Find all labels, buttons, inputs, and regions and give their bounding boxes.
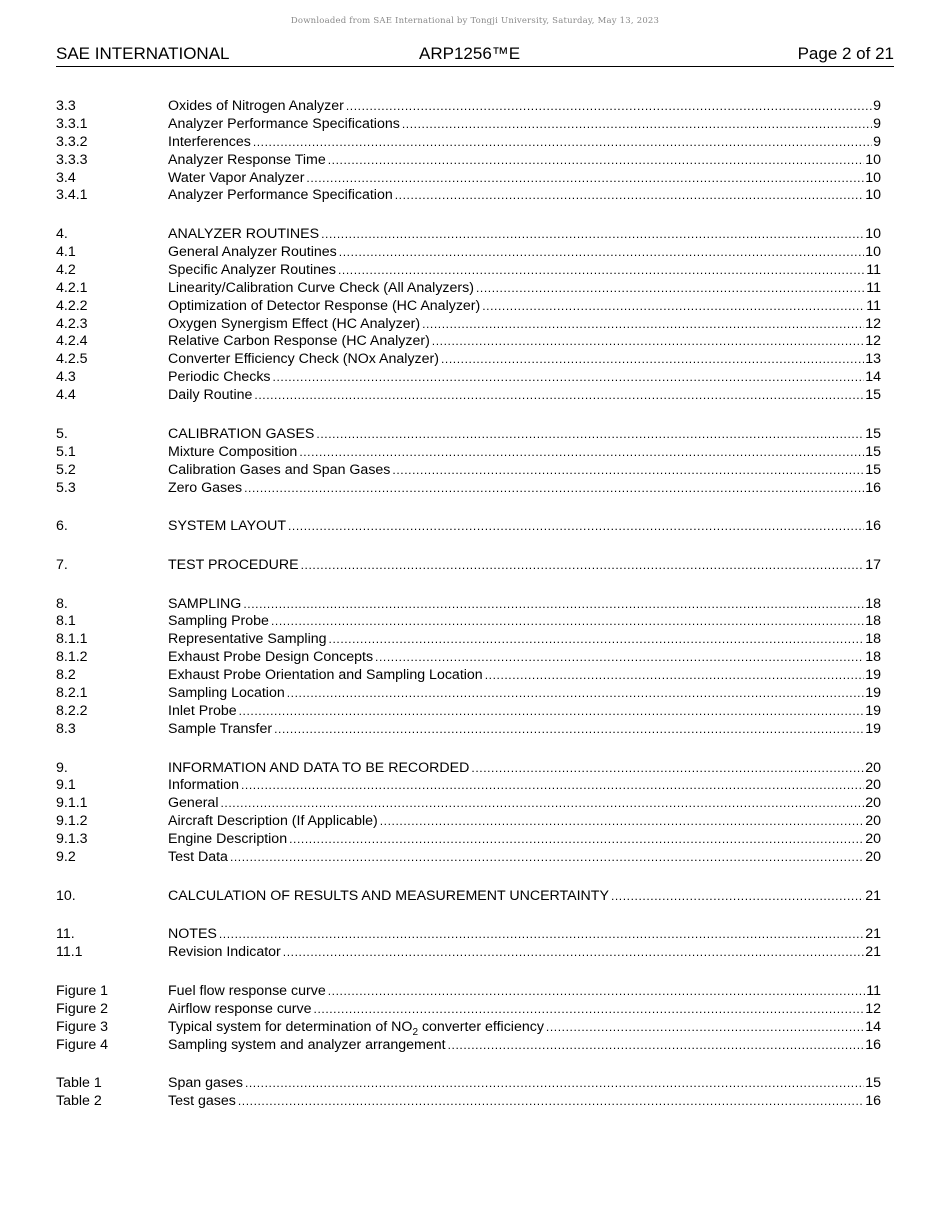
toc-dot-leader xyxy=(273,369,865,387)
toc-entry-page: 14 xyxy=(865,1018,881,1035)
toc-entry-number: 8.2 xyxy=(56,667,76,684)
toc-dot-leader xyxy=(299,444,864,462)
toc-entry-number: 3.3 xyxy=(56,98,76,114)
toc-dot-leader xyxy=(422,316,864,334)
toc-dot-leader xyxy=(301,557,865,575)
toc-entry-page: 11 xyxy=(866,982,881,999)
toc-entry-title: Calibration Gases and Span Gases xyxy=(168,461,391,478)
toc-entry[interactable] xyxy=(56,849,881,867)
toc-entry-title: Aircraft Description (If Applicable) xyxy=(168,813,378,830)
toc-entry-page: 15 xyxy=(865,1075,881,1092)
toc-entry-number: 3.4.1 xyxy=(56,187,88,204)
toc-entry[interactable] xyxy=(56,351,881,369)
toc-entry[interactable] xyxy=(56,777,881,795)
toc-dot-leader xyxy=(219,926,864,944)
toc-entry-number: 9.2 xyxy=(56,848,76,865)
toc-entry[interactable] xyxy=(56,795,881,813)
toc-entry-page: 11 xyxy=(866,297,881,314)
toc-entry-number: 5.2 xyxy=(56,461,76,478)
toc-entry-title: Engine Description xyxy=(168,831,288,848)
toc-entry-number: 5. xyxy=(56,425,68,442)
toc-dot-leader xyxy=(321,226,864,244)
toc-entry-page: 20 xyxy=(865,813,881,830)
toc-entry-page: 18 xyxy=(865,595,881,612)
toc-entry-number: 9.1.3 xyxy=(56,831,88,848)
toc-dot-leader xyxy=(395,187,864,205)
toc-entry[interactable] xyxy=(56,831,881,849)
toc-entry-number: Table 1 xyxy=(56,1075,102,1092)
toc-entry-number: 7. xyxy=(56,556,68,573)
toc-section xyxy=(56,926,881,962)
toc-dot-leader xyxy=(402,116,872,134)
toc-entry-number: 4.2.4 xyxy=(56,333,88,350)
toc-entry-title: Converter Efficiency Check (NOx Analyzer) xyxy=(168,351,439,368)
toc-entry-number: Figure 4 xyxy=(56,1036,109,1053)
toc-entry[interactable] xyxy=(56,98,881,116)
toc-entry[interactable] xyxy=(56,944,881,962)
toc-entry[interactable] xyxy=(56,667,881,685)
page-header xyxy=(56,44,894,67)
toc-entry-number: 10. xyxy=(56,887,76,904)
toc-section xyxy=(56,983,881,1055)
header-org: SAE INTERNATIONAL xyxy=(56,44,230,63)
toc-dot-leader xyxy=(271,613,864,631)
toc-entry-number: Figure 3 xyxy=(56,1018,109,1035)
toc-entry-page: 16 xyxy=(865,1093,881,1110)
toc-section xyxy=(56,596,881,739)
toc-entry[interactable] xyxy=(56,613,881,631)
toc-section xyxy=(56,557,881,575)
toc-entry-title-text: converter efficiency xyxy=(418,1018,544,1035)
toc-entry[interactable] xyxy=(56,187,881,205)
toc-entry-title-subscript: 2 xyxy=(412,1026,418,1037)
toc-entry-title: NOTES xyxy=(168,926,217,943)
toc-dot-leader xyxy=(289,831,864,849)
toc-entry-title: Analyzer Response Time xyxy=(168,151,326,168)
toc-entry-number: 3.3.2 xyxy=(56,133,88,150)
toc-entry-title: Analyzer Performance Specification xyxy=(168,187,393,204)
toc-entry-number: 11. xyxy=(56,926,75,943)
toc-dot-leader xyxy=(338,262,865,280)
toc-dot-leader xyxy=(482,298,865,316)
toc-entry[interactable] xyxy=(56,152,881,170)
toc-entry-number: 9.1.1 xyxy=(56,795,88,812)
toc-dot-leader xyxy=(238,1093,864,1111)
toc-entry-page: 12 xyxy=(865,315,881,332)
toc-dot-leader xyxy=(287,685,864,703)
toc-entry-title: Test Data xyxy=(168,848,228,865)
toc-entry-title: Sampling Probe xyxy=(168,613,269,630)
toc-entry-number: 8.3 xyxy=(56,720,76,737)
toc-entry-title: Sample Transfer xyxy=(168,720,273,737)
toc-entry-number: 8.1.2 xyxy=(56,649,88,666)
toc-entry-page: 10 xyxy=(865,244,881,261)
toc-entry-title: Analyzer Performance Specifications xyxy=(168,115,400,132)
toc-entry-number: 3.3.3 xyxy=(56,151,88,168)
toc-entry-page: 16 xyxy=(865,518,881,535)
toc-entry-title: Test gases xyxy=(168,1093,236,1110)
toc-entry-title: Relative Carbon Response (HC Analyzer) xyxy=(168,333,430,350)
toc-entry[interactable] xyxy=(56,760,881,778)
toc-entry-page: 16 xyxy=(865,1036,881,1053)
toc-dot-leader xyxy=(243,596,864,614)
toc-dot-leader xyxy=(254,387,864,405)
toc-entry[interactable] xyxy=(56,888,881,906)
toc-dot-leader xyxy=(448,1037,865,1055)
toc-entry-page: 20 xyxy=(865,777,881,794)
toc-entry-page: 21 xyxy=(865,926,881,943)
toc-entry-page: 16 xyxy=(865,479,881,496)
toc-entry[interactable] xyxy=(56,170,881,188)
toc-entry-page: 12 xyxy=(865,1000,881,1017)
toc-entry-page: 19 xyxy=(865,720,881,737)
toc-entry-title: Zero Gases xyxy=(168,479,243,496)
toc-entry-page: 21 xyxy=(865,944,881,961)
toc-entry[interactable] xyxy=(56,226,881,244)
toc-entry-number: 8.2.1 xyxy=(56,685,88,702)
toc-entry[interactable] xyxy=(56,649,881,667)
toc-entry-page: 10 xyxy=(865,187,881,204)
toc-dot-leader xyxy=(288,518,864,536)
toc-dot-leader xyxy=(546,1019,864,1037)
toc-entry-title: Water Vapor Analyzer xyxy=(168,169,305,186)
toc-entry-page: 19 xyxy=(865,667,881,684)
toc-entry[interactable] xyxy=(56,1001,881,1019)
toc-entry-page: 20 xyxy=(865,759,881,776)
toc-entry[interactable] xyxy=(56,813,881,831)
toc-entry-number: 4.2 xyxy=(56,261,76,278)
toc-section xyxy=(56,760,881,867)
toc-entry-title: CALCULATION OF RESULTS AND MEASUREMENT UNCERTAINTY xyxy=(168,887,609,904)
toc-entry[interactable] xyxy=(56,983,881,1001)
toc-entry[interactable] xyxy=(56,1093,881,1111)
toc-entry-page: 11 xyxy=(866,261,881,278)
download-watermark: Downloaded from SAE International by Tongji University, Saturday, May 13, 2023 xyxy=(290,16,660,26)
toc-dot-leader xyxy=(375,649,864,667)
toc-entry-title xyxy=(168,1019,544,1037)
toc-entry-number: 4.4 xyxy=(56,387,76,404)
toc-entry[interactable] xyxy=(56,596,881,614)
toc-dot-leader xyxy=(241,777,864,795)
toc-entry-page: 13 xyxy=(865,351,881,368)
toc-entry-title: Span gases xyxy=(168,1075,243,1092)
toc-entry-title: Sampling system and analyzer arrangement xyxy=(168,1036,446,1053)
toc-entry-page: 15 xyxy=(865,461,881,478)
toc-entry-number: 8.2.2 xyxy=(56,702,88,719)
toc-entry[interactable] xyxy=(56,480,881,498)
toc-entry[interactable] xyxy=(56,134,881,152)
toc-entry[interactable] xyxy=(56,1075,881,1093)
toc-dot-leader xyxy=(432,333,864,351)
toc-entry-title: SAMPLING xyxy=(168,595,242,612)
toc-entry[interactable] xyxy=(56,262,881,280)
toc-entry-page: 10 xyxy=(865,226,881,243)
toc-entry-title: Specific Analyzer Routines xyxy=(168,261,336,278)
toc-entry-page: 17 xyxy=(865,556,881,573)
toc-entry-page: 20 xyxy=(865,831,881,848)
toc-entry-title: Oxides of Nitrogen Analyzer xyxy=(168,98,344,114)
toc-entry[interactable] xyxy=(56,557,881,575)
toc-entry[interactable] xyxy=(56,369,881,387)
toc-entry-title: Inlet Probe xyxy=(168,702,237,719)
toc-entry[interactable] xyxy=(56,333,881,351)
toc-entry-title: Sampling Location xyxy=(168,685,285,702)
toc-dot-leader xyxy=(230,849,864,867)
toc-entry-page: 18 xyxy=(865,631,881,648)
toc-entry-title: Oxygen Synergism Effect (HC Analyzer) xyxy=(168,315,421,332)
toc-entry[interactable] xyxy=(56,926,881,944)
toc-entry-number: 5.3 xyxy=(56,479,76,496)
toc-section xyxy=(56,888,881,906)
toc-entry-page: 18 xyxy=(865,649,881,666)
toc-section xyxy=(56,1075,881,1111)
toc-entry-number: 4. xyxy=(56,226,68,243)
toc-entry-number: 3.4 xyxy=(56,169,76,186)
toc-entry[interactable] xyxy=(56,685,881,703)
toc-section xyxy=(56,226,881,405)
toc-entry-page: 15 xyxy=(865,443,881,460)
toc-dot-leader xyxy=(485,667,865,685)
toc-entry[interactable] xyxy=(56,631,881,649)
toc-entry[interactable] xyxy=(56,444,881,462)
toc-entry-number: Figure 1 xyxy=(56,982,109,999)
toc-entry-number: 9. xyxy=(56,759,68,776)
toc-entry[interactable] xyxy=(56,1037,881,1055)
toc-entry-title: Information xyxy=(168,777,239,794)
toc-dot-leader xyxy=(239,703,865,721)
table-of-contents xyxy=(56,98,881,1132)
toc-entry-title: Linearity/Calibration Curve Check (All Analyzers) xyxy=(168,279,474,296)
toc-entry-page: 15 xyxy=(865,425,881,442)
toc-dot-leader xyxy=(245,1075,864,1093)
toc-dot-leader xyxy=(328,983,866,1001)
toc-entry-number: 8.1 xyxy=(56,613,76,630)
toc-entry-title: SYSTEM LAYOUT xyxy=(168,518,286,535)
toc-dot-leader xyxy=(253,134,872,152)
toc-entry-title: Interferences xyxy=(168,133,251,150)
toc-entry-number: 11.1 xyxy=(56,944,83,961)
header-doc-number: ARP1256™E xyxy=(419,44,521,63)
toc-entry[interactable] xyxy=(56,387,881,405)
toc-entry-page: 10 xyxy=(865,169,881,186)
toc-entry-page: 19 xyxy=(865,685,881,702)
header-page-number: Page 2 of 21 xyxy=(797,44,894,63)
toc-dot-leader xyxy=(392,462,864,480)
toc-entry-page: 18 xyxy=(865,613,881,630)
toc-dot-leader xyxy=(380,813,864,831)
toc-entry-page: 20 xyxy=(865,848,881,865)
toc-entry-title: General xyxy=(168,795,219,812)
toc-dot-leader xyxy=(329,631,865,649)
toc-entry-page: 9 xyxy=(873,133,881,150)
toc-entry-title: TEST PROCEDURE xyxy=(168,556,299,573)
toc-entry-page: 15 xyxy=(865,387,881,404)
toc-entry-page: 14 xyxy=(865,369,881,386)
toc-entry-title-text: Typical system for determination of NO xyxy=(168,1018,413,1035)
toc-entry[interactable] xyxy=(56,518,881,536)
toc-entry[interactable] xyxy=(56,462,881,480)
toc-dot-leader xyxy=(283,944,864,962)
toc-entry-number: 9.1.2 xyxy=(56,813,88,830)
toc-entry-title: Exhaust Probe Design Concepts xyxy=(168,649,374,666)
toc-entry-title: Revision Indicator xyxy=(168,944,281,961)
toc-entry[interactable] xyxy=(56,116,881,134)
toc-entry[interactable] xyxy=(56,316,881,334)
toc-dot-leader xyxy=(328,152,865,170)
toc-dot-leader xyxy=(274,721,864,739)
toc-dot-leader xyxy=(611,888,864,906)
toc-entry-number: 4.1 xyxy=(56,244,76,261)
toc-entry-number: 3.3.1 xyxy=(56,115,88,132)
toc-entry[interactable] xyxy=(56,426,881,444)
toc-entry-page: 10 xyxy=(865,151,881,168)
toc-entry-title: CALIBRATION GASES xyxy=(168,425,315,442)
toc-entry-title: Fuel flow response curve xyxy=(168,982,326,999)
toc-entry[interactable] xyxy=(56,1019,881,1037)
toc-entry-number: 6. xyxy=(56,518,68,535)
toc-entry[interactable] xyxy=(56,298,881,316)
toc-entry[interactable] xyxy=(56,280,881,298)
toc-dot-leader xyxy=(306,170,864,188)
toc-entry[interactable] xyxy=(56,703,881,721)
toc-entry-title: Optimization of Detector Response (HC Analyzer) xyxy=(168,297,481,314)
toc-entry-page: 11 xyxy=(866,279,881,296)
toc-dot-leader xyxy=(220,795,864,813)
toc-entry-number: 4.2.5 xyxy=(56,351,88,368)
toc-entry[interactable] xyxy=(56,244,881,262)
toc-entry-page: 19 xyxy=(865,702,881,719)
toc-dot-leader xyxy=(314,1001,865,1019)
toc-dot-leader xyxy=(339,244,864,262)
toc-entry-number: 4.2.2 xyxy=(56,297,88,314)
toc-entry-title: Daily Routine xyxy=(168,387,253,404)
toc-entry-number: Figure 2 xyxy=(56,1000,109,1017)
toc-dot-leader xyxy=(244,480,864,498)
toc-entry-page: 20 xyxy=(865,795,881,812)
toc-section xyxy=(56,518,881,536)
toc-entry-number: 4.2.3 xyxy=(56,315,88,332)
toc-entry-title: Representative Sampling xyxy=(168,631,327,648)
toc-entry-title: Mixture Composition xyxy=(168,443,298,460)
toc-entry-page: 12 xyxy=(865,333,881,350)
toc-dot-leader xyxy=(471,760,864,778)
toc-entry[interactable] xyxy=(56,721,881,739)
toc-section xyxy=(56,426,881,498)
toc-entry-number: 9.1 xyxy=(56,777,76,794)
toc-entry-page: 9 xyxy=(873,98,881,114)
toc-entry-title: Exhaust Probe Orientation and Sampling Location xyxy=(168,667,483,684)
toc-dot-leader xyxy=(316,426,864,444)
toc-entry-number: 5.1 xyxy=(56,443,76,460)
toc-entry-page: 9 xyxy=(873,115,881,132)
toc-entry-title: General Analyzer Routines xyxy=(168,244,337,261)
toc-entry-number: 4.2.1 xyxy=(56,279,88,296)
toc-entry-number: 8. xyxy=(56,595,68,612)
toc-entry-number: 4.3 xyxy=(56,369,76,386)
toc-entry-number: 8.1.1 xyxy=(56,631,88,648)
toc-entry-page: 21 xyxy=(865,887,881,904)
toc-section xyxy=(56,98,881,205)
toc-entry-number: Table 2 xyxy=(56,1093,102,1110)
toc-dot-leader xyxy=(441,351,864,369)
toc-dot-leader xyxy=(476,280,865,298)
toc-dot-leader xyxy=(346,98,872,116)
toc-entry-title: ANALYZER ROUTINES xyxy=(168,226,320,243)
toc-entry-title: INFORMATION AND DATA TO BE RECORDED xyxy=(168,759,470,776)
toc-entry-title: Periodic Checks xyxy=(168,369,271,386)
toc-entry-title: Airflow response curve xyxy=(168,1000,312,1017)
